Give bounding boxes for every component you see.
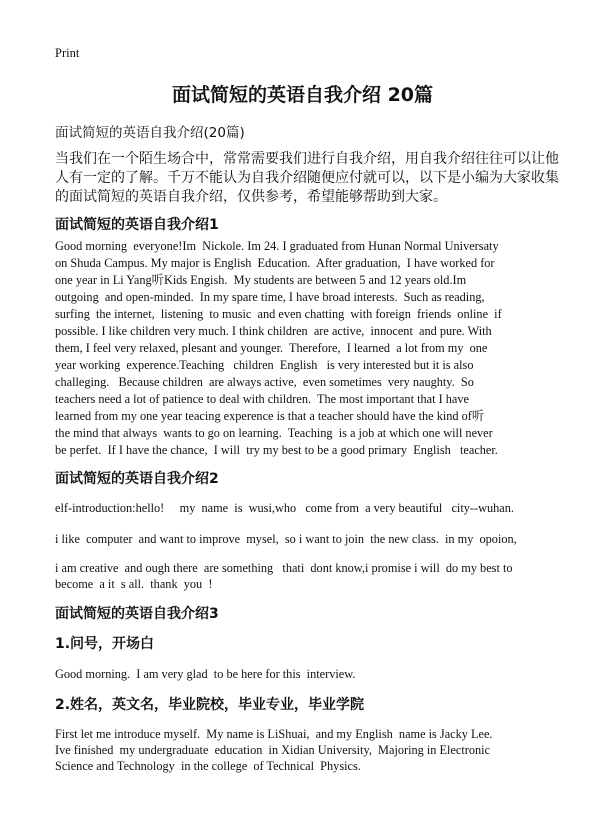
print-label[interactable]: Print [55,46,80,60]
section3-paragraph-2 [55,726,550,774]
section1-heading: 面试简短的英语自我介绍1 [55,217,219,233]
text-line: one year in Li Yang听Kids Engish. My students are between 5 and 12 years old.Im [55,273,467,287]
section2-paragraph-1 [55,500,550,517]
text-line: Good morning everyone!Im Nickole. Im 24. I graduated from Hunan Normal Universaty [55,239,499,253]
section2-paragraph-2 [55,531,550,548]
intro-paragraph [55,150,559,207]
section3-subheading-1: 1.问号，开场白 [55,636,155,652]
page-title: 面试简短的英语自我介绍 20篇 [171,84,434,106]
text-line: Ive finished my undergraduate education in Xidian University, Majoring in Electronic [55,743,491,757]
section2-paragraph-3 [55,560,550,592]
text-line: year working experence.Teaching children English is very interested but it is also [55,358,474,372]
text-line: surfing the internet, listening to music and even chatting with foreign friends online if [55,307,502,321]
text-line: learned from my one year teacing experence is that a teacher should have the kind of听 [55,409,485,423]
text-line: possible. I like children very much. I think children are active, innocent and pure. With [55,324,492,338]
section2-heading: 面试简短的英语自我介绍2 [55,471,219,487]
text-line: on Shuda Campus. My major is English Education. After graduation, I have worked for [55,256,495,270]
text-line: First let me introduce myself. My name is LiShuai, and my English name is Jacky Lee. [55,727,493,741]
section1-paragraph [55,238,550,459]
subtitle: 面试简短的英语自我介绍(20篇) [55,125,245,141]
text-line: i am creative and ough there are something thati dont know,i promise i will do my best to [55,561,513,575]
text-line: i like computer and want to improve mysel, so i want to join the new class. in my opoion, [55,532,517,546]
text-line: Science and Technology in the college of Technical Physics. [55,759,361,773]
intro-line: 当我们在一个陌生场合中，常常需要我们进行自我介绍，用自我介绍往往可以让他 [55,151,559,167]
text-line: them, I feel very relaxed, plesant and younger. Therefore, I learned a lot from my one [55,341,488,355]
text-line: challeging. Because children are always active, even sometimes very naughty. So [55,375,474,389]
intro-line: 人有一定的了解。千万不能认为自我介绍随便应付就可以，以下是小编为大家收集 [55,170,559,186]
text-line: outgoing and open-minded. In my spare time, I have broad interests. Such as reading, [55,290,485,304]
text-line: be perfet. If I have the chance, I will try my best to be a good primary English teacher. [55,443,498,457]
intro-line: 的面试简短的英语自我介绍，仅供参考，希望能够帮助到大家。 [55,189,447,205]
text-line: become a it s all. thank you ! [55,577,213,591]
text-line: elf-introduction:hello! my name is wusi,who come from a very beautiful city--wuhan. [55,501,514,515]
text-line: the mind that always wants to go on learning. Teaching is a job at which one will never [55,426,493,440]
text-line: teachers need a lot of patience to deal with children. The most important that I have [55,392,469,406]
section3-paragraph-1 [55,666,550,683]
section3-heading: 面试简短的英语自我介绍3 [55,606,219,622]
text-line: Good morning. I am very glad to be here for this interview. [55,667,356,681]
section3-subheading-2: 2.姓名，英文名，毕业院校，毕业专业，毕业学院 [55,697,365,713]
